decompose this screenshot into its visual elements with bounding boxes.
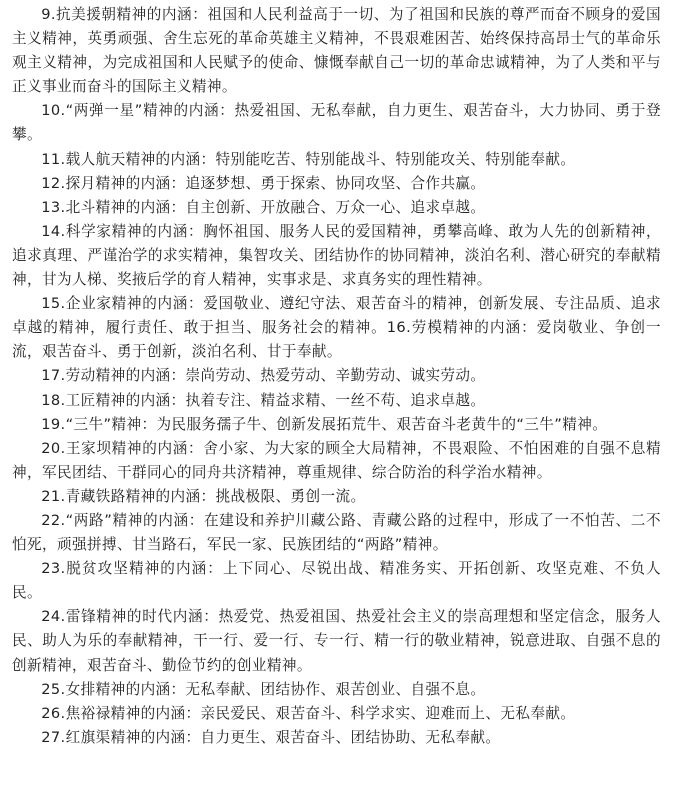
paragraph-26: 26.焦裕禄精神的内涵：亲民爱民、艰苦奋斗、科学求实、迎难而上、无私奉献。 (41, 704, 576, 722)
paragraph-11: 11.载人航天精神的内涵：特别能吃苦、特别能战斗、特别能攻关、特别能奉献。 (41, 150, 576, 168)
paragraph-17: 17.劳动精神的内涵：崇尚劳动、热爱劳动、辛勤劳动、诚实劳动。 (41, 367, 486, 385)
paragraph-12: 12.探月精神的内涵：追逐梦想、勇于探索、协同攻坚、合作共赢。 (41, 174, 486, 192)
paragraph-22: 22.“两路”精神的内涵：在建设和养护川藏公路、青藏公路的过程中，形成了一不怕苦、二不怕死，顽强拼搏、甘当路石，军民一家、民族团结的“两路”精神。 (12, 511, 661, 554)
paragraph-14: 14.科学家精神的内涵：胸怀祖国、服务人民的爱国精神，勇攀高峰、敢为人先的创新精神，追求真理、严谨治学的求实精神，集智攻关、团结协作的协同精神，淡泊名利、潜心研究的奉献精神，甘为人梯、奖掖后学的育人精神，实事求是、求真务实的理性精神。 (12, 222, 661, 289)
paragraph-13: 13.北斗精神的内涵：自主创新、开放融合、万众一心、追求卓越。 (41, 198, 486, 216)
paragraph-19: 19.“三牛”精神：为民服务孺子牛、创新发展拓荒牛、艰苦奋斗老黄牛的“三牛”精神。 (41, 415, 608, 433)
paragraph-27: 27.红旗渠精神的内涵：自力更生、艰苦奋斗、团结协助、无私奉献。 (41, 728, 501, 746)
paragraph-21: 21.青藏铁路精神的内涵：挑战极限、勇创一流。 (41, 487, 366, 505)
paragraph-10: 10.“两弹一星”精神的内涵：热爱祖国、无私奉献，自力更生、艰苦奋斗，大力协同、勇于登攀。 (12, 102, 661, 144)
paragraph-18: 18.工匠精神的内涵：执着专注、精益求精、一丝不苟、追求卓越。 (41, 391, 486, 409)
paragraph-15: 15.企业家精神的内涵：爱国敬业、遵纪守法、艰苦奋斗的精神，创新发展、专注品质、追求卓越的精神，履行责任、敢于担当、服务社会的精神。16.劳模精神的内涵：爱岗敬业、争创一流，艰苦奋斗、勇于创新，淡泊名利、甘于奉献。 (12, 295, 661, 361)
paragraph-9: 9.抗美援朝精神的内涵：祖国和人民利益高于一切、为了祖国和民族的尊严而奋不顾身的爱国主义精神，英勇顽强、舍生忘死的革命英雄主义精神，不畏艰难困苦、始终保持高昂士气的革命乐观主义精神，为完成祖国和人民赋予的使命、慷慨奉献自己一切的革命忠诚精神，为了人类和平与正义事业而奋斗的国际主义精神。 (12, 6, 661, 96)
paragraph-24: 24.雷锋精神的时代内涵：热爱党、热爱祖国、热爱社会主义的崇高理想和坚定信念，服务人民、助人为乐的奉献精神，干一行、爱一行、专一行、精一行的敬业精神，锐意进取、自强不息的创新精神，艰苦奋斗、勤俭节约的创业精神。 (12, 608, 661, 674)
paragraph-25: 25.女排精神的内涵：无私奉献、团结协作、艰苦创业、自强不息。 (41, 680, 486, 698)
paragraph-23: 23.脱贫攻坚精神的内涵：上下同心、尽锐出战、精准务实、开拓创新、攻坚克难、不负人民。 (12, 560, 661, 602)
paragraph-20: 20.王家坝精神的内涵：舍小家、为大家的顾全大局精神，不畏艰险、不怕困难的自强不息精神，军民团结、干群同心的同舟共济精神，尊重规律、综合防治的科学治水精神。 (12, 439, 661, 481)
